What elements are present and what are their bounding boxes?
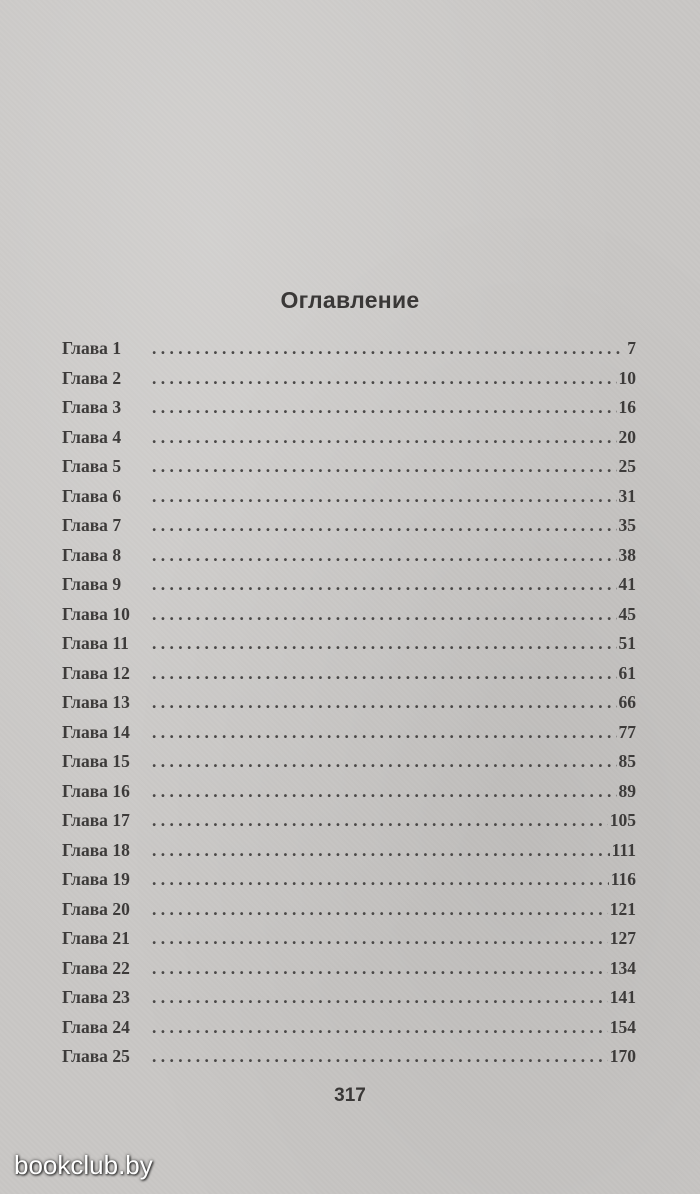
chapter-number: 9 — [112, 574, 122, 594]
toc-entry-page: 41 — [618, 574, 636, 594]
chapter-word: Глава — [62, 869, 108, 889]
toc-entry-page: 105 — [609, 810, 636, 830]
toc-entry-label — [62, 427, 150, 448]
toc-entry — [62, 456, 636, 486]
dot-leader — [152, 840, 610, 861]
chapter-number: 17 — [112, 810, 130, 830]
toc-entry-label — [62, 899, 150, 920]
toc-entry — [62, 545, 636, 575]
chapter-word: Глава — [62, 367, 108, 388]
chapter-word: Глава — [62, 574, 108, 594]
chapter-number: 4 — [112, 426, 122, 447]
dot-leader — [152, 958, 608, 979]
toc-entry — [62, 338, 636, 368]
chapter-number: 18 — [112, 839, 130, 860]
dot-leader — [152, 604, 617, 625]
dot-leader — [152, 810, 608, 831]
chapter-word: Глава — [62, 338, 108, 358]
toc-entry — [62, 987, 636, 1017]
chapter-word: Глава — [62, 485, 108, 506]
toc-entry-label — [62, 928, 150, 949]
chapter-number: 1 — [112, 338, 122, 358]
chapter-number: 22 — [112, 957, 130, 978]
toc-entry-page: 51 — [618, 633, 636, 653]
chapter-number: 8 — [112, 544, 122, 565]
chapter-word: Глава — [62, 721, 108, 742]
chapter-number: 14 — [112, 721, 130, 742]
toc-entry — [62, 751, 636, 781]
chapter-word: Глава — [62, 515, 108, 535]
chapter-number: 19 — [112, 869, 130, 889]
chapter-number: 7 — [112, 515, 122, 535]
chapter-word: Глава — [62, 662, 108, 683]
toc-entry-page: 154 — [609, 1016, 636, 1037]
chapter-word: Глава — [62, 603, 108, 624]
toc-entry-page: 10 — [618, 367, 636, 388]
dot-leader — [152, 427, 617, 448]
table-of-contents — [62, 338, 636, 1076]
dot-leader — [152, 928, 608, 949]
toc-entry-label — [62, 751, 150, 772]
toc-entry-page: 89 — [618, 780, 636, 801]
toc-entry-label — [62, 722, 150, 743]
chapter-number: 25 — [112, 1046, 130, 1066]
chapter-word: Глава — [62, 633, 108, 653]
toc-entry-page: 141 — [609, 987, 636, 1007]
toc-entry — [62, 722, 636, 752]
toc-entry-label — [62, 869, 150, 890]
toc-entry — [62, 1017, 636, 1047]
toc-entry — [62, 427, 636, 457]
toc-entry-label — [62, 456, 150, 477]
chapter-word: Глава — [62, 456, 108, 476]
toc-entry-page: 121 — [609, 898, 636, 919]
site-watermark: bookclub.by — [14, 1150, 153, 1180]
chapter-word: Глава — [62, 839, 108, 860]
chapter-word: Глава — [62, 426, 108, 447]
chapter-word: Глава — [62, 544, 108, 565]
toc-entry — [62, 692, 636, 722]
toc-entry-label — [62, 515, 150, 536]
toc-entry-page: 31 — [618, 485, 636, 506]
dot-leader — [152, 663, 617, 684]
toc-entry-label — [62, 368, 150, 389]
chapter-word: Глава — [62, 957, 108, 978]
toc-entry — [62, 781, 636, 811]
dot-leader — [152, 899, 608, 920]
dot-leader — [152, 692, 617, 713]
chapter-number: 6 — [112, 485, 122, 506]
toc-entry-page: 116 — [610, 869, 636, 889]
chapter-number: 24 — [112, 1016, 130, 1037]
toc-entry — [62, 574, 636, 604]
toc-entry — [62, 958, 636, 988]
dot-leader — [152, 722, 617, 743]
toc-entry — [62, 869, 636, 899]
chapter-word: Глава — [62, 898, 108, 919]
toc-entry-label — [62, 663, 150, 684]
dot-leader — [152, 397, 617, 418]
toc-entry-label — [62, 338, 150, 359]
toc-entry — [62, 604, 636, 634]
toc-entry — [62, 397, 636, 427]
chapter-number: 13 — [112, 692, 130, 712]
toc-entry-label — [62, 1046, 150, 1067]
toc-entry-page: 85 — [618, 751, 636, 771]
toc-entry — [62, 515, 636, 545]
toc-entry — [62, 928, 636, 958]
toc-entry — [62, 840, 636, 870]
toc-entry-page: 61 — [618, 662, 636, 683]
toc-entry-label — [62, 987, 150, 1008]
chapter-word: Глава — [62, 810, 108, 830]
toc-entry — [62, 810, 636, 840]
dot-leader — [152, 574, 617, 595]
dot-leader — [152, 486, 617, 507]
toc-entry-page: 25 — [618, 456, 636, 476]
dot-leader — [152, 456, 617, 477]
toc-entry-label — [62, 486, 150, 507]
toc-entry-page: 45 — [618, 603, 636, 624]
toc-entry-page: 16 — [618, 397, 636, 417]
dot-leader — [152, 338, 625, 359]
chapter-number: 15 — [112, 751, 130, 771]
chapter-word: Глава — [62, 1046, 108, 1066]
dot-leader — [152, 545, 617, 566]
chapter-number: 2 — [112, 367, 122, 388]
chapter-number: 21 — [112, 928, 130, 948]
chapter-number: 10 — [112, 603, 130, 624]
chapter-number: 23 — [112, 987, 130, 1007]
chapter-word: Глава — [62, 928, 108, 948]
toc-entry-label — [62, 604, 150, 625]
toc-entry-page: 7 — [627, 338, 636, 358]
toc-entry-page: 20 — [618, 426, 636, 447]
dot-leader — [152, 1017, 608, 1038]
dot-leader — [152, 515, 617, 536]
dot-leader — [152, 781, 617, 802]
toc-entry-page: 127 — [609, 928, 636, 948]
toc-entry-page: 170 — [609, 1046, 636, 1066]
chapter-word: Глава — [62, 1016, 108, 1037]
chapter-number: 11 — [112, 633, 129, 653]
chapter-word: Глава — [62, 692, 108, 712]
dot-leader — [152, 987, 608, 1008]
toc-entry — [62, 633, 636, 663]
toc-entry-page: 111 — [611, 839, 636, 860]
chapter-number: 5 — [112, 456, 122, 476]
chapter-number: 20 — [112, 898, 130, 919]
toc-title: Оглавление — [280, 287, 420, 313]
toc-entry-page: 66 — [618, 692, 636, 712]
dot-leader — [152, 368, 617, 389]
chapter-number: 16 — [112, 780, 130, 801]
toc-entry — [62, 1046, 636, 1076]
toc-entry — [62, 663, 636, 693]
toc-entry-label — [62, 810, 150, 831]
toc-entry-page: 38 — [618, 544, 636, 565]
chapter-word: Глава — [62, 397, 108, 417]
toc-entry-page: 134 — [609, 957, 636, 978]
toc-entry-label — [62, 574, 150, 595]
toc-entry-label — [62, 781, 150, 802]
toc-entry-label — [62, 1017, 150, 1038]
dot-leader — [152, 633, 617, 654]
toc-entry-label — [62, 692, 150, 713]
toc-entry-label — [62, 545, 150, 566]
toc-entry-label — [62, 397, 150, 418]
toc-entry — [62, 486, 636, 516]
chapter-word: Глава — [62, 780, 108, 801]
dot-leader — [152, 751, 617, 772]
chapter-number: 3 — [112, 397, 122, 417]
toc-entry-page: 35 — [618, 515, 636, 535]
toc-entry-page: 77 — [618, 721, 636, 742]
dot-leader — [152, 869, 609, 890]
dot-leader — [152, 1046, 608, 1067]
toc-entry-label — [62, 840, 150, 861]
page-number: 317 — [334, 1085, 366, 1106]
toc-entry — [62, 899, 636, 929]
chapter-word: Глава — [62, 751, 108, 771]
toc-entry — [62, 368, 636, 398]
chapter-number: 12 — [112, 662, 130, 683]
toc-entry-label — [62, 633, 150, 654]
toc-entry-label — [62, 958, 150, 979]
chapter-word: Глава — [62, 987, 108, 1007]
